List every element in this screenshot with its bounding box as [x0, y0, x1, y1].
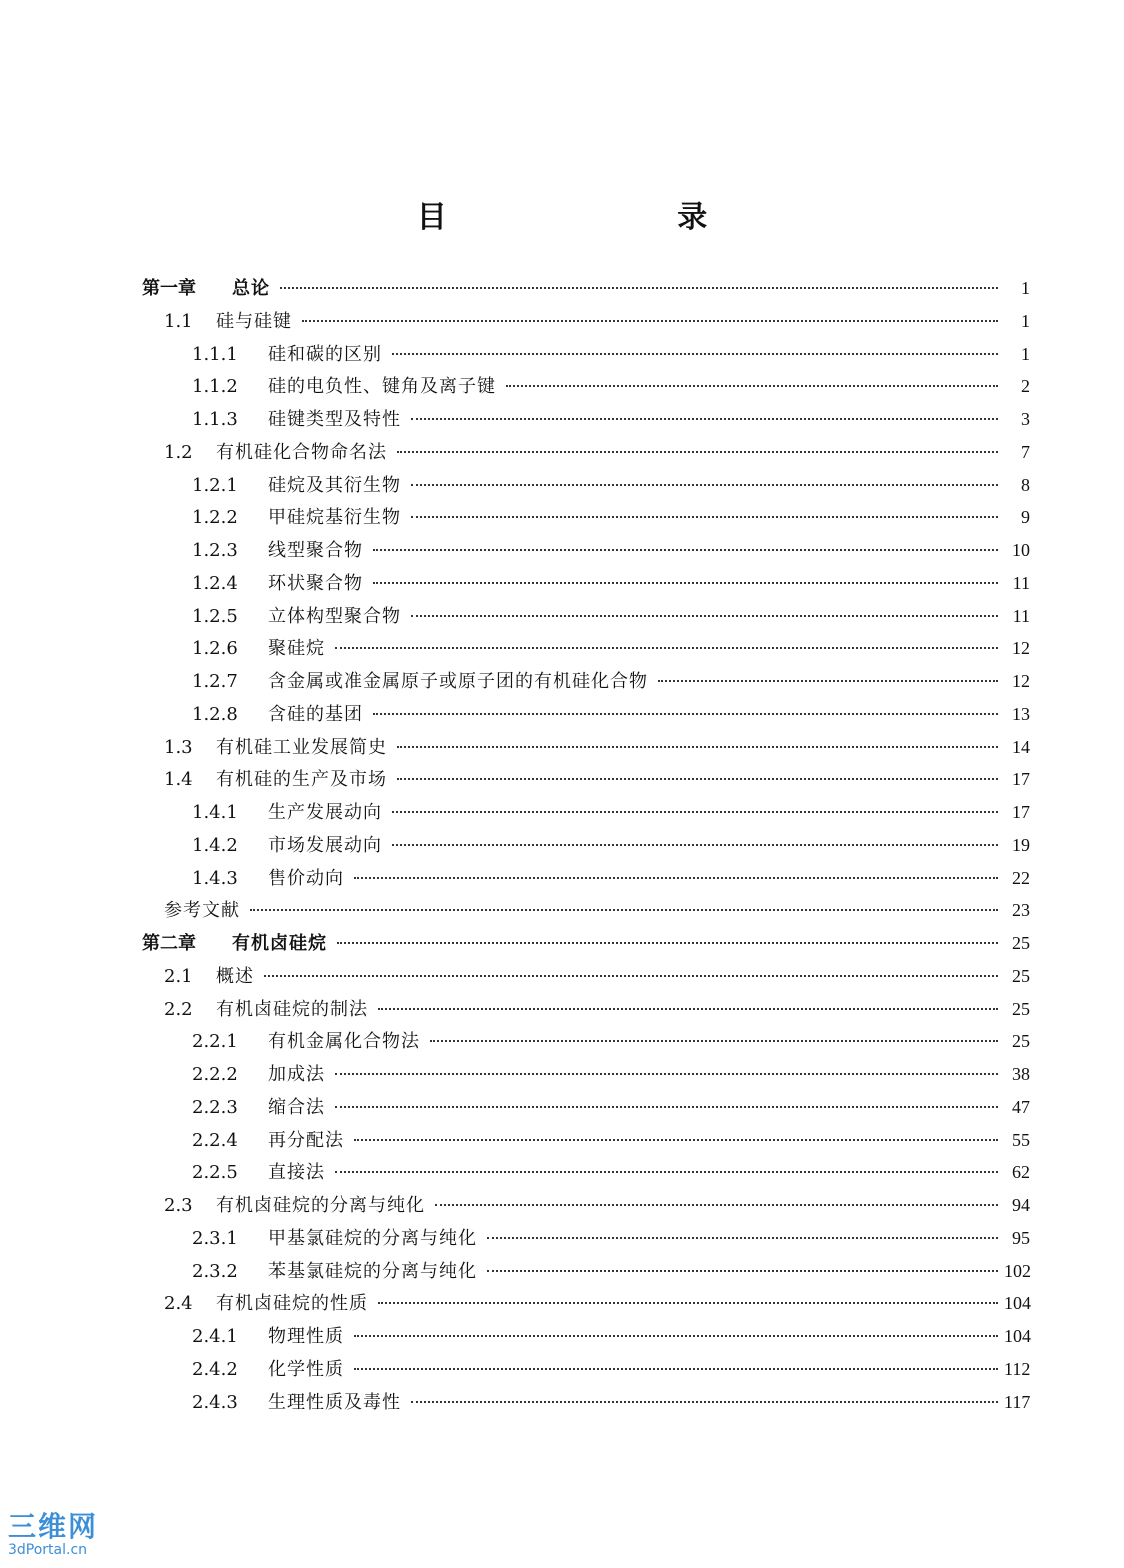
- toc-entry[interactable]: [142, 370, 1030, 403]
- toc-entry[interactable]: [142, 993, 1030, 1026]
- watermark-name: 三维网: [8, 1510, 99, 1543]
- toc-leader-dots: [411, 484, 998, 486]
- toc-entry-page: 17: [1012, 769, 1030, 790]
- page-title: 目 录: [416, 200, 818, 235]
- toc-entry-title: 有机卤硅烷的制法: [216, 998, 368, 1020]
- toc-entry-page: 117: [1004, 1391, 1031, 1412]
- toc-entry-title: 有机卤硅烷: [232, 933, 327, 954]
- toc-entry-title: 物理性质: [268, 1326, 344, 1347]
- toc-entry-title: 总论: [232, 278, 270, 299]
- toc-leader-dots: [373, 582, 998, 584]
- toc-entry-title: 有机硅工业发展简史: [216, 736, 387, 758]
- toc-entry-title: 苯基氯硅烷的分离与纯化: [268, 1260, 477, 1282]
- toc-entry-title: 直接法: [268, 1162, 325, 1184]
- toc-leader-dots: [397, 451, 998, 453]
- toc-entry-title: 有机卤硅烷的性质: [216, 1293, 368, 1315]
- toc-entry-page: 14: [1012, 736, 1030, 757]
- toc-entry[interactable]: [142, 1156, 1030, 1189]
- toc-leader-dots: [487, 1237, 998, 1239]
- toc-leader-dots: [354, 1368, 998, 1370]
- toc-entry[interactable]: [142, 567, 1030, 600]
- toc-entry-number: 1.4.3: [192, 867, 238, 889]
- toc-entry[interactable]: [142, 600, 1030, 633]
- toc-entry[interactable]: [142, 862, 1030, 895]
- toc-entry-number: 1.4: [164, 769, 193, 791]
- toc-entry[interactable]: [142, 665, 1030, 698]
- toc-entry-title: 硅烷及其衍生物: [268, 474, 401, 496]
- toc-entry-number: 2.2.3: [192, 1096, 238, 1118]
- toc-entry-title: 聚硅烷: [268, 638, 325, 660]
- toc-entry[interactable]: [142, 1124, 1030, 1157]
- toc-leader-dots: [335, 1106, 998, 1108]
- toc-entry-page: 13: [1012, 703, 1030, 724]
- watermark-logo: [8, 1512, 108, 1562]
- toc-entry[interactable]: [142, 501, 1030, 534]
- toc-entry[interactable]: [142, 731, 1030, 764]
- toc-entry-title: 硅键类型及特性: [268, 409, 401, 430]
- toc-entry-title: 硅的电负性、键角及离子键: [268, 376, 496, 398]
- toc-leader-dots: [378, 1008, 998, 1010]
- toc-entry-page: 112: [1004, 1358, 1031, 1379]
- toc-leader-dots: [373, 713, 998, 715]
- toc-entry-title: 化学性质: [268, 1358, 344, 1380]
- toc-entry-title: 甲基氯硅烷的分离与纯化: [268, 1227, 477, 1249]
- toc-entry[interactable]: [142, 894, 1030, 927]
- toc-leader-dots: [335, 647, 998, 649]
- toc-leader-dots: [392, 844, 998, 846]
- toc-entry-number: 1.2: [164, 441, 193, 463]
- toc-entry-number: 1.2.3: [192, 540, 238, 561]
- toc-entry-title: 参考文献: [164, 900, 240, 922]
- toc-entry-title: 含金属或准金属原子或原子团的有机硅化合物: [268, 671, 648, 692]
- toc-entry[interactable]: [142, 829, 1030, 862]
- toc-leader-dots: [397, 746, 998, 748]
- toc-entry-title: 生产发展动向: [268, 802, 382, 823]
- toc-entry-page: 1: [1021, 278, 1030, 298]
- toc-entry[interactable]: [142, 1189, 1030, 1222]
- toc-entry-title: 含硅的基团: [268, 703, 363, 725]
- toc-leader-dots: [302, 320, 998, 322]
- toc-entry-number: 2.3.1: [192, 1227, 238, 1249]
- toc-leader-dots: [354, 877, 998, 879]
- toc-entry-page: 104: [1004, 1293, 1031, 1314]
- toc-entry[interactable]: [142, 1353, 1030, 1386]
- toc-leader-dots: [411, 418, 998, 420]
- toc-entry-page: 12: [1012, 638, 1030, 659]
- toc-entry-page: 25: [1012, 998, 1030, 1019]
- toc-entry-page: 8: [1021, 474, 1030, 495]
- toc-entry[interactable]: [142, 1222, 1030, 1255]
- toc-entry-title: 加成法: [268, 1064, 325, 1085]
- toc-entry-number: 1.1.3: [192, 409, 238, 430]
- toc-entry-page: 1: [1021, 310, 1030, 331]
- toc-entry-page: 23: [1012, 900, 1030, 921]
- toc-entry-number: 2.2: [164, 998, 193, 1020]
- toc-entry-number: 1.4.2: [192, 834, 238, 856]
- toc-entry[interactable]: [142, 796, 1030, 829]
- toc-entry-page: 95: [1012, 1227, 1030, 1248]
- toc-entry-number: 2.4.1: [192, 1326, 238, 1347]
- toc-entry-number: 1.2.2: [192, 507, 238, 529]
- toc-entry[interactable]: [142, 338, 1030, 371]
- toc-entry-title: 有机硅化合物命名法: [216, 441, 387, 463]
- toc-entry-number: 第一章: [142, 278, 196, 299]
- toc-entry-title: 有机硅的生产及市场: [216, 769, 387, 791]
- toc-entry[interactable]: [142, 469, 1030, 502]
- toc-entry-title: 缩合法: [268, 1096, 325, 1118]
- toc-entry-page: 9: [1021, 507, 1030, 528]
- toc-leader-dots: [411, 615, 998, 617]
- toc-entry[interactable]: [142, 1320, 1030, 1353]
- toc-entry-page: 62: [1012, 1162, 1030, 1183]
- toc-entry-number: 2.4.3: [192, 1391, 238, 1413]
- toc-entry-page: 25: [1012, 933, 1030, 953]
- toc-entry[interactable]: [142, 436, 1030, 469]
- toc-entry-number: 2.2.2: [192, 1064, 238, 1085]
- toc-entry[interactable]: [142, 1255, 1030, 1288]
- toc-entry-number: 1.2.5: [192, 605, 238, 627]
- toc-entry-page: 55: [1012, 1129, 1030, 1150]
- toc-entry-number: 2.3.2: [192, 1260, 238, 1282]
- toc-entry-page: 19: [1012, 834, 1030, 855]
- toc-entry-title: 线型聚合物: [268, 540, 363, 561]
- toc-entry-title: 售价动向: [268, 867, 344, 889]
- toc-entry-number: 2.2.1: [192, 1031, 238, 1053]
- toc-entry[interactable]: [142, 763, 1030, 796]
- toc-entry[interactable]: [142, 1287, 1030, 1320]
- toc-leader-dots: [354, 1139, 998, 1141]
- toc-entry-title: 环状聚合物: [268, 572, 363, 594]
- toc-entry-number: 2.2.4: [192, 1129, 238, 1151]
- toc-leader-dots: [354, 1335, 998, 1337]
- toc-leader-dots: [335, 1073, 998, 1075]
- toc-entry-title: 有机卤硅烷的分离与纯化: [216, 1195, 425, 1216]
- toc-entry-number: 1.2.8: [192, 703, 238, 725]
- toc-entry-number: 第二章: [142, 933, 196, 954]
- toc-leader-dots: [658, 680, 998, 682]
- toc-entry[interactable]: [142, 927, 1030, 960]
- toc-entry-page: 7: [1021, 441, 1030, 462]
- toc-entry[interactable]: [142, 403, 1030, 436]
- toc-entry[interactable]: [142, 960, 1030, 993]
- toc-entry-page: 2: [1021, 376, 1030, 397]
- toc-entry-title: 概述: [216, 965, 254, 987]
- toc-entry-page: 3: [1021, 409, 1030, 429]
- toc-entry-page: 12: [1012, 671, 1030, 691]
- toc-entry[interactable]: [142, 1386, 1030, 1419]
- toc-entry-number: 2.2.5: [192, 1162, 238, 1184]
- toc-entry-page: 1: [1021, 343, 1030, 364]
- toc-leader-dots: [392, 811, 998, 813]
- toc-entry-page: 104: [1004, 1326, 1031, 1346]
- toc-entry-page: 11: [1012, 605, 1030, 626]
- toc-entry-number: 2.1: [164, 965, 193, 987]
- toc-entry-title: 硅与硅键: [216, 310, 292, 332]
- toc-leader-dots: [337, 942, 998, 944]
- toc-entry-page: 25: [1012, 965, 1030, 986]
- toc-entry-page: 94: [1012, 1195, 1030, 1215]
- toc-entry-number: 1.2.1: [192, 474, 238, 496]
- toc-entry-page: 47: [1012, 1096, 1030, 1117]
- toc-entry-page: 22: [1012, 867, 1030, 888]
- watermark-domain: 3dPortal.cn: [8, 1542, 88, 1558]
- toc-leader-dots: [411, 516, 998, 518]
- toc-leader-dots: [280, 287, 998, 289]
- toc-entry[interactable]: [142, 632, 1030, 665]
- toc-leader-dots: [378, 1302, 998, 1304]
- toc-entry[interactable]: [142, 1025, 1030, 1058]
- toc-leader-dots: [506, 385, 998, 387]
- toc-entry[interactable]: [142, 534, 1030, 567]
- toc-leader-dots: [264, 975, 998, 977]
- toc-entry-title: 市场发展动向: [268, 834, 382, 856]
- toc-entry-page: 17: [1012, 802, 1030, 822]
- toc-entry-page: 25: [1012, 1031, 1030, 1052]
- toc-leader-dots: [487, 1270, 998, 1272]
- toc-entry-title: 硅和碳的区别: [268, 343, 382, 365]
- toc-entry-number: 1.1.1: [192, 343, 238, 365]
- toc-leader-dots: [373, 549, 998, 551]
- toc-entry-number: 1.1.2: [192, 376, 238, 398]
- toc-entry[interactable]: [142, 305, 1030, 338]
- toc-entry-page: 102: [1004, 1260, 1031, 1281]
- toc-entry[interactable]: [142, 698, 1030, 731]
- toc-leader-dots: [392, 353, 998, 355]
- toc-entry-title: 立体构型聚合物: [268, 605, 401, 627]
- toc-entry[interactable]: [142, 1091, 1030, 1124]
- toc-entry-number: 2.3: [164, 1195, 193, 1216]
- toc-entry-number: 2.4: [164, 1293, 193, 1315]
- toc-entry-page: 38: [1012, 1064, 1030, 1084]
- table-of-contents: [142, 272, 1030, 1418]
- toc-leader-dots: [430, 1040, 998, 1042]
- toc-entry[interactable]: [142, 1058, 1030, 1091]
- toc-entry-number: 1.2.7: [192, 671, 238, 692]
- toc-entry-number: 2.4.2: [192, 1358, 238, 1380]
- toc-leader-dots: [411, 1401, 998, 1403]
- toc-entry-number: 1.2.6: [192, 638, 238, 660]
- toc-leader-dots: [397, 778, 998, 780]
- toc-leader-dots: [250, 909, 998, 911]
- toc-entry-title: 生理性质及毒性: [268, 1391, 401, 1413]
- toc-entry-page: 10: [1012, 540, 1030, 560]
- toc-entry-number: 1.4.1: [192, 802, 238, 823]
- toc-entry-title: 有机金属化合物法: [268, 1031, 420, 1053]
- toc-entry-page: 11: [1012, 572, 1030, 593]
- toc-entry-number: 1.3: [164, 736, 193, 758]
- toc-entry-number: 1.2.4: [192, 572, 238, 594]
- toc-leader-dots: [435, 1204, 998, 1206]
- toc-entry[interactable]: [142, 272, 1030, 305]
- toc-entry-title: 再分配法: [268, 1129, 344, 1151]
- toc-leader-dots: [335, 1171, 998, 1173]
- toc-entry-number: 1.1: [164, 310, 193, 332]
- toc-entry-title: 甲硅烷基衍生物: [268, 507, 401, 529]
